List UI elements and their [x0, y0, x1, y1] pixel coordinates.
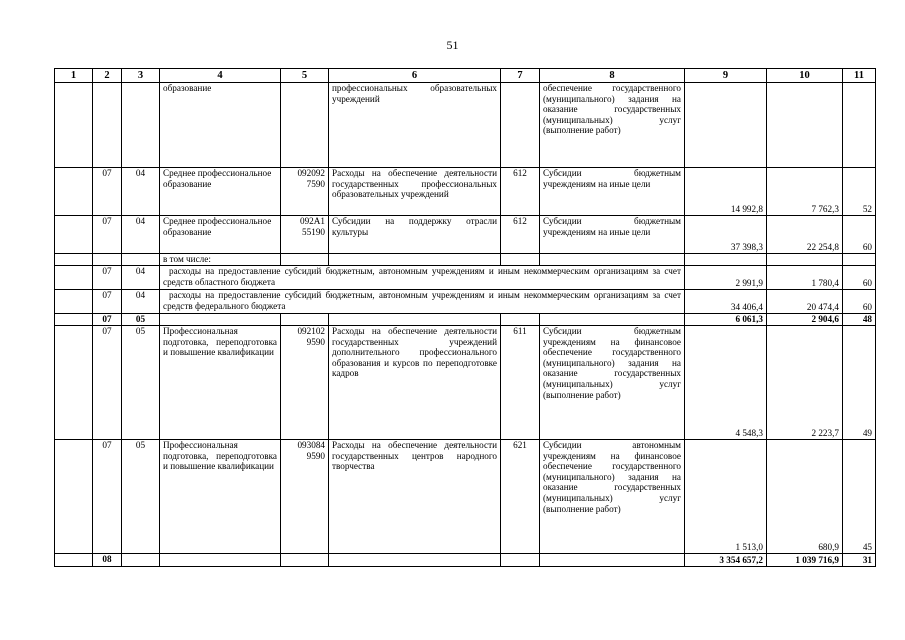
cell-value: 49: [843, 326, 876, 440]
cell-expense-type: Субсидии бюджетным учреждениям на иные цели: [540, 168, 685, 216]
cell: [55, 83, 93, 168]
cell: [329, 314, 501, 326]
cell-section: 07: [93, 326, 122, 440]
cell-value: [843, 83, 876, 168]
cell: [281, 314, 329, 326]
cell-expense-code: 612: [501, 216, 540, 254]
column-header: 8: [540, 69, 685, 83]
cell: [281, 554, 329, 567]
table-row: [55, 83, 876, 168]
budget-table: [54, 68, 876, 567]
cell: [685, 254, 767, 266]
cell-target-code: 092102 9590: [281, 326, 329, 440]
cell-expense-type: Субсидии автономным учреждениям на финансовое обеспечение государственного (муниципального) задания на оказание государственных (муниципальных) услуг (выполнение работ): [540, 440, 685, 554]
cell-subsection: 05: [122, 440, 160, 554]
cell-value: 60: [843, 266, 876, 290]
cell-expense-code: 612: [501, 168, 540, 216]
cell-target-code: 092092 7590: [281, 168, 329, 216]
cell-description: Расходы на обеспечение деятельности государственных профессиональных образовательных учреждений: [329, 168, 501, 216]
table-row: [55, 326, 876, 440]
cell-expense-type: Субсидии бюджетным учреждениям на иные цели: [540, 216, 685, 254]
cell-value: 1 513,0: [685, 440, 767, 554]
table-row: [55, 168, 876, 216]
page-number: 51: [446, 38, 459, 52]
cell-value: 6 061,3: [685, 314, 767, 326]
table-row: [55, 254, 876, 266]
cell-value: 31: [843, 554, 876, 567]
cell: [281, 254, 329, 266]
cell-subsection: 05: [122, 314, 160, 326]
cell: [93, 254, 122, 266]
including-label: в том числе:: [160, 254, 281, 266]
cell-description: Расходы на обеспечение деятельности государственных центров народного творчества: [329, 440, 501, 554]
table-row: [55, 440, 876, 554]
cell-section: 08: [93, 554, 122, 567]
cell: [501, 83, 540, 168]
cell-funding-source: расходы на предоставление субсидий бюджетным, автономным учреждениям и иным некоммерческим организациям за счет средств областного бюджета: [160, 266, 685, 290]
cell-section-name: Среднее профессиональное образование: [160, 168, 281, 216]
cell-target-code: 092А1 55190: [281, 216, 329, 254]
cell: [843, 254, 876, 266]
cell: [767, 254, 843, 266]
cell: [122, 254, 160, 266]
cell-value: 34 406,4: [685, 290, 767, 314]
cell: [55, 440, 93, 554]
cell: [122, 554, 160, 567]
cell: [55, 554, 93, 567]
cell-subsection: 04: [122, 216, 160, 254]
cell-section: 07: [93, 290, 122, 314]
cell-description: Субсидии на поддержку отрасли культуры: [329, 216, 501, 254]
column-header: 9: [685, 69, 767, 83]
cell: [93, 83, 122, 168]
cell-section: 07: [93, 168, 122, 216]
cell-value: 1 780,4: [767, 266, 843, 290]
cell-section: 07: [93, 314, 122, 326]
cell: [55, 314, 93, 326]
cell: [55, 168, 93, 216]
column-header: 4: [160, 69, 281, 83]
cell-description: профессиональных образовательных учреждений: [329, 83, 501, 168]
cell-expense-code: 611: [501, 326, 540, 440]
cell-section-name: Профессиональная подготовка, переподготовка и повышение квалификации: [160, 326, 281, 440]
cell-value: 680,9: [767, 440, 843, 554]
column-header: 2: [93, 69, 122, 83]
cell-section-name: Профессиональная подготовка, переподготовка и повышение квалификации: [160, 440, 281, 554]
cell-expense-type: обеспечение государственного (муниципального) задания на оказание государственных (муниципальных) услуг (выполнение работ): [540, 83, 685, 168]
column-header: 7: [501, 69, 540, 83]
total-row: [55, 554, 876, 567]
cell-section-name: Среднее профессиональное образование: [160, 216, 281, 254]
cell-value: 60: [843, 216, 876, 254]
cell-subsection: 04: [122, 290, 160, 314]
cell-target-code: [281, 83, 329, 168]
cell-funding-source: расходы на предоставление субсидий бюджетным, автономным учреждениям и иным некоммерческим организациям за счет средств федерального бюджета: [160, 290, 685, 314]
cell-value: 48: [843, 314, 876, 326]
cell: [55, 266, 93, 290]
cell-value: 2 223,7: [767, 326, 843, 440]
cell-section: 07: [93, 216, 122, 254]
column-header: 5: [281, 69, 329, 83]
cell: [501, 314, 540, 326]
cell-value: 1 039 716,9: [767, 554, 843, 567]
column-header: 6: [329, 69, 501, 83]
cell: [540, 254, 685, 266]
cell-subsection: 04: [122, 266, 160, 290]
cell: [55, 326, 93, 440]
cell-value: 14 992,8: [685, 168, 767, 216]
cell: [160, 554, 281, 567]
cell-section: 07: [93, 266, 122, 290]
cell-description: Расходы на обеспечение деятельности государственных учреждений дополнительного профессионального образования и курсов по переподготовке кадров: [329, 326, 501, 440]
cell-expense-code: 621: [501, 440, 540, 554]
cell: [501, 254, 540, 266]
table-row: [55, 216, 876, 254]
cell: [55, 290, 93, 314]
subtotal-row: [55, 314, 876, 326]
cell-expense-type: Субсидии бюджетным учреждениям на финансовое обеспечение государственного (муниципального) задания на оказание государственных (муниципальных) услуг (выполнение работ): [540, 326, 685, 440]
cell-value: 4 548,3: [685, 326, 767, 440]
cell: [540, 314, 685, 326]
cell: [501, 554, 540, 567]
cell-value: 2 991,9: [685, 266, 767, 290]
cell: [540, 554, 685, 567]
cell-target-code: 093084 9590: [281, 440, 329, 554]
cell: [160, 314, 281, 326]
cell: [55, 216, 93, 254]
table-row: [55, 290, 876, 314]
cell-value: [685, 83, 767, 168]
cell-subsection: 04: [122, 168, 160, 216]
column-header: 1: [55, 69, 93, 83]
cell-value: 3 354 657,2: [685, 554, 767, 567]
column-header: 11: [843, 69, 876, 83]
cell-value: 20 474,4: [767, 290, 843, 314]
cell: [329, 254, 501, 266]
table-header-row: [55, 69, 876, 83]
cell-subsection: 05: [122, 326, 160, 440]
column-header: 10: [767, 69, 843, 83]
cell-value: 2 904,6: [767, 314, 843, 326]
cell: [329, 554, 501, 567]
cell-value: 45: [843, 440, 876, 554]
cell-section: 07: [93, 440, 122, 554]
cell-value: 37 398,3: [685, 216, 767, 254]
column-header: 3: [122, 69, 160, 83]
cell-value: 7 762,3: [767, 168, 843, 216]
cell-value: [767, 83, 843, 168]
cell-value: 22 254,8: [767, 216, 843, 254]
cell: [122, 83, 160, 168]
table-row: [55, 266, 876, 290]
cell-value: 52: [843, 168, 876, 216]
cell: [55, 254, 93, 266]
cell-section-name: образование: [160, 83, 281, 168]
cell-value: 60: [843, 290, 876, 314]
